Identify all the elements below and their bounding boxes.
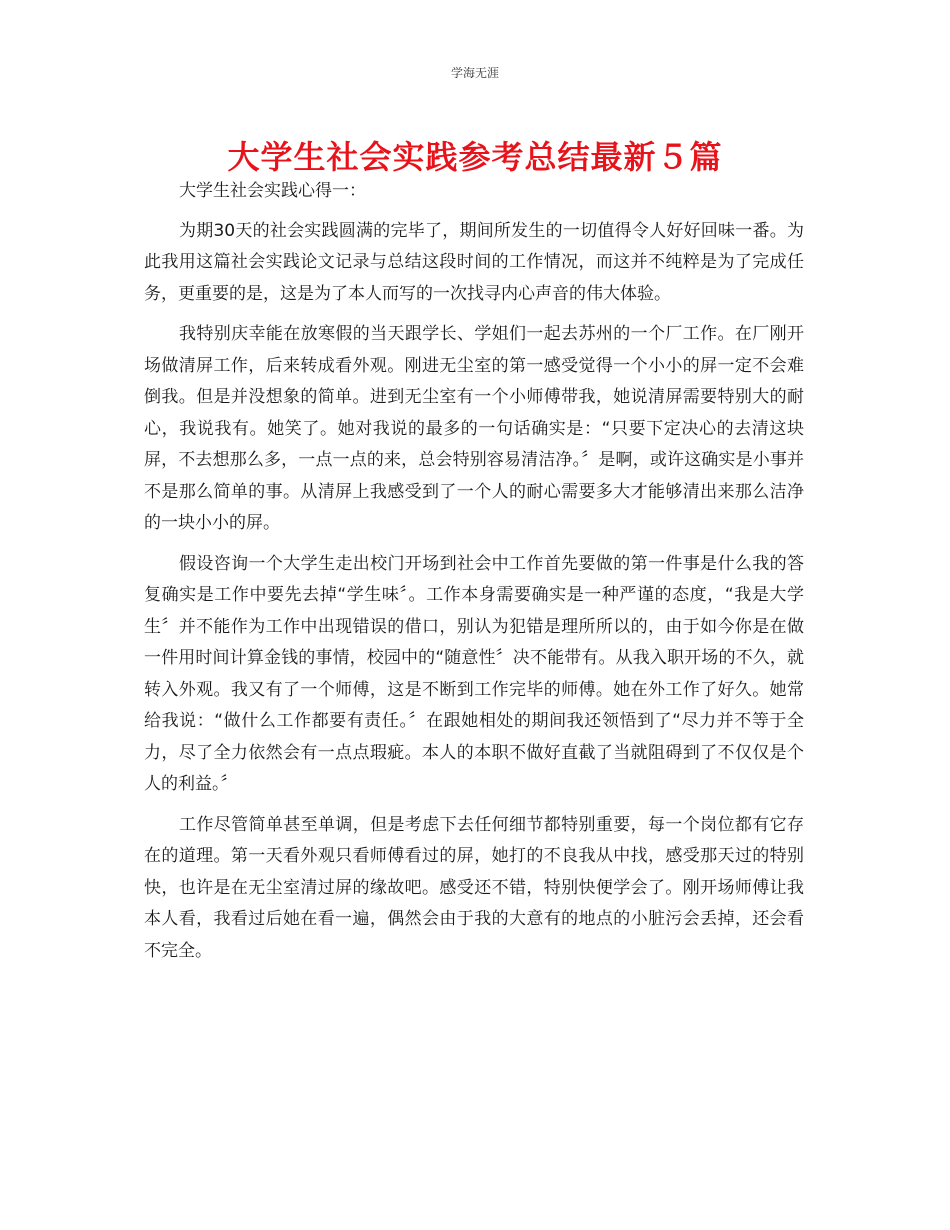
paragraph-2: 我特别庆幸能在放寒假的当天跟学长、学姐们一起去苏州的一个厂工作。在厂刚开场做清屏工作，后来转成看外观。刚进无尘室的第一感受觉得一个小小的屏一定不会难倒我。但是并没想象的简单。进到无尘室有一个小师傅带我，她说清屏需要特别大的耐心，我说我有。她笑了。她对我说的最多的一句话确实是：“只要下定决心的去清这块屏，不去想那么多，一点一点的来，总会特别容易清洁净。〞是啊，或许这确实是小事并不是那么简单的事。从清屏上我感受到了一个人的耐心需要多大才能够清出来那么洁净的一块小小的屏。 [144, 324, 804, 533]
page-header: 学海无涯 [450, 66, 499, 80]
paragraph-1: 为期30天的社会实践圆满的完毕了，期间所发生的一切值得令人好好回味一番。为此我用这篇社会实践论文记录与总结这段时间的工作情况，而这并不纯粹是为了完成任务，更重要的是，这是为了本人而写的一次找寻内心声音的伟大体验。 [144, 220, 804, 304]
paragraph-4: 工作尽管简单甚至单调，但是考虑下去任何细节都特别重要，每一个岗位都有它存在的道理。第一天看外观只看师傅看过的屏，她打的不良我从中找，感受那天过的特别快，也许是在无尘室清过屏的缘故吧。感受还不错，特别快便学会了。刚开场师傅让我本人看，我看过后她在看一遍，偶然会由于我的大意有的地点的小脏污会丢掉，还会看不完全。 [144, 814, 804, 961]
document-body [144, 176, 804, 976]
document-title: 大学生社会实践参考总结最新５篇 [227, 138, 723, 176]
paragraph-3: 假设咨询一个大学生走出校门开场到社会中工作首先要做的第一件事是什么我的答复确实是工作中要先去掉“学生味〞。工作本身需要确实是一种严谨的态度，“我是大学生〞并不能作为工作中出现错误的借口，别认为犯错是理所所以的，由于如今你是在做一件用时间计算金钱的事情，校园中的“随意性〞决不能带有。从我入职开场的不久，就转入外观。我又有了一个师傅，这是不断到工作完毕的师傅。她在外工作了好久。她常给我说：“做什么工作都要有责任。〞在跟她相处的期间我还领悟到了“尽力并不等于全力，尽了全力依然会有一点点瑕疵。本人的本职不做好直截了当就阻碍到了不仅仅是个人的利益。〞 [144, 553, 804, 794]
section-subheading: 大学生社会实践心得一： [179, 181, 366, 201]
